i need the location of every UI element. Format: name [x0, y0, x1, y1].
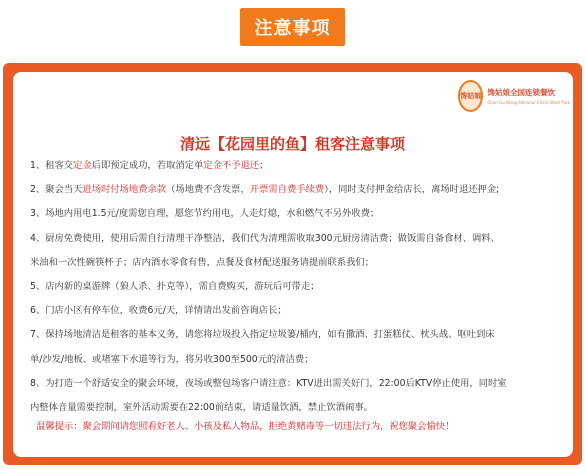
page-title: 注意事项 — [254, 18, 331, 39]
rule-text: ），同时支付押金给店长，离场时退还押金; — [324, 184, 500, 196]
rule-line: 7、保持场地清洁是租客的基本义务，请您将垃圾投入指定垃圾篓/桶内，如有撒酒、打蛋糕仗、枕头战、呕吐到床 — [30, 329, 495, 341]
brand-name: 馋姑娘全国连锁餐饮 — [487, 88, 555, 97]
page-title-badge — [240, 8, 345, 46]
rules-list — [30, 154, 560, 420]
brand-slogan: Chan Gu Niang National Chain Store Park — [487, 100, 570, 105]
rule-item-5: 5、店内新的桌游牌（狼人杀、扑克等），需自费购买，游玩后可带走； — [30, 281, 320, 293]
rule-text: ； — [259, 160, 269, 171]
rule-highlight: 定金 — [73, 160, 92, 171]
rule-line: 米油和一次性碗筷杯子；店内酒水零食有售，点餐及食材配送服务请提前联系我们； — [30, 256, 374, 268]
rule-text: 1、租客交 — [30, 160, 74, 171]
rule-highlight: 定金不予退还 — [203, 160, 260, 171]
rule-text: 后即预定成功，若取消定单 — [91, 160, 204, 171]
notice-title: 清远【花园里的鱼】租客注意事项 — [179, 135, 405, 153]
rule-item-3: 3、场地内用电1.5元/度需您自理，愿您节约用电，人走灯熄，水和燃气不另外收费； — [30, 208, 380, 220]
rule-item-2 — [30, 178, 560, 202]
brand-text — [487, 87, 570, 105]
rule-line: 4、厨房免费使用，使用后需自行清理干净整洁，我们代为清理需收取300元厨房清洁费；做饭需自备食材、调料、 — [30, 232, 500, 244]
brand-logo-text: 馋姑娘 — [460, 91, 482, 100]
brand-logo — [458, 80, 483, 112]
rule-item-4 — [30, 227, 560, 275]
rule-line: 8、为打造一个舒适安全的聚会环境，夜场或整包场客户请注意：KTV进出需关好门，22:00后KTV停止使用，同时室 — [30, 377, 507, 389]
rule-line: 单/沙发/地板、或堵塞下水道等行为，将另收300至500元的清洁费； — [30, 353, 314, 365]
brand-block — [458, 76, 570, 116]
warm-tip: 温馨提示：聚会期间请您照看好老人、小孩及私人物品，拒绝黄赌毒等一切违法行为，祝您聚会愉快！ — [36, 421, 455, 432]
rule-item-8 — [30, 372, 560, 420]
rule-item-7 — [30, 323, 560, 371]
rule-item-1 — [30, 154, 560, 178]
rule-text: 2、聚会当天 — [30, 184, 83, 196]
rule-highlight: 开票需自费手续费 — [249, 184, 325, 196]
rule-highlight: 进场时付场地费余款 — [82, 184, 167, 196]
rule-item-6: 6、门店小区有停车位，收费6元/天，详情请出发前咨询店长； — [30, 305, 287, 317]
rule-text: （场地费不含发票， — [166, 184, 250, 196]
rule-line: 内整体音量需要控制，室外活动需要在22:00前结束，请适量饮酒，禁止饮酒闹事。 — [30, 402, 373, 414]
